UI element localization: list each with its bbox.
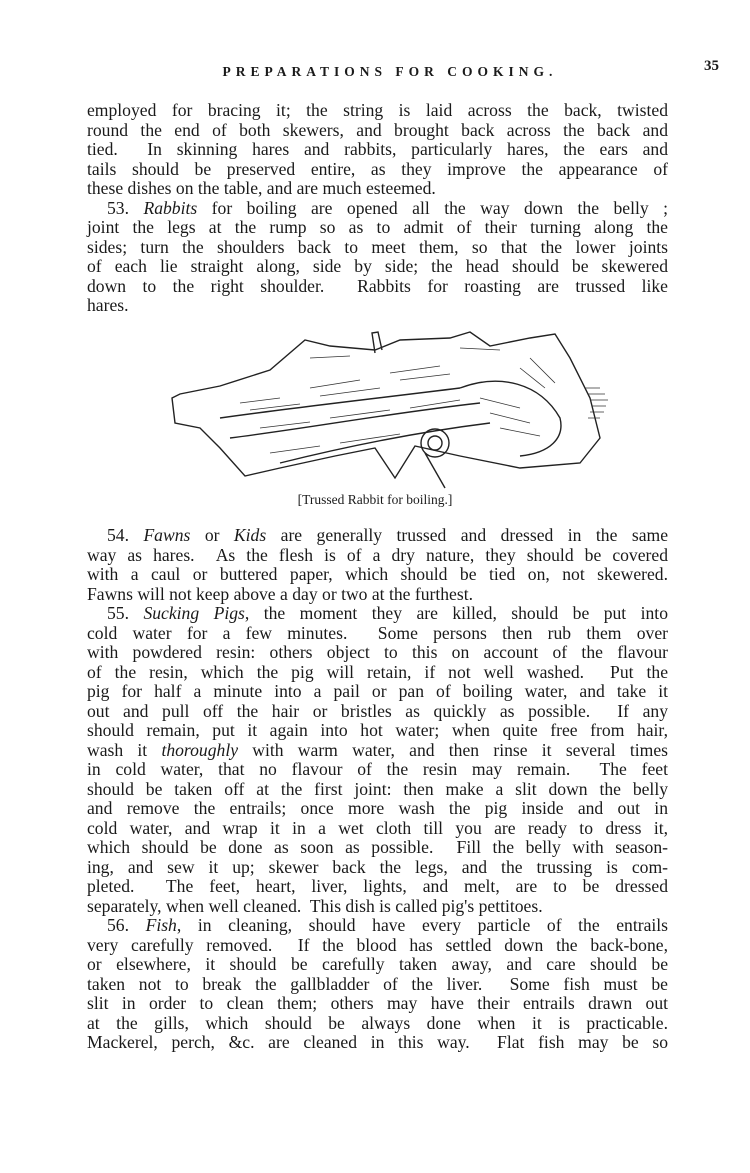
text-line xyxy=(87,857,668,877)
text-line xyxy=(87,954,668,974)
text-run: wash it xyxy=(87,739,162,760)
text-run: of the resin, which the pig will retain, if not well washed. Put the xyxy=(87,661,668,682)
figure-caption: [Trussed Rabbit for boiling.] xyxy=(297,492,453,507)
text-run: cold water, and wrap it in a wet cloth till you are ready to dress it, xyxy=(87,817,668,838)
text-line xyxy=(87,740,668,760)
text-line xyxy=(87,295,668,315)
text-line xyxy=(87,276,668,296)
text-line xyxy=(87,256,668,276)
text-run: tied. In skinning hares and rabbits, particularly hares, the ears and xyxy=(87,139,668,159)
text-line xyxy=(87,545,668,565)
text-run: 53. xyxy=(107,197,144,218)
text-line xyxy=(87,1032,668,1052)
text-run: at the gills, which should be always done when it is practicable. xyxy=(87,1012,668,1033)
text-run: very carefully removed. If the blood has settled down the back-bone, xyxy=(87,934,668,955)
text-line xyxy=(87,642,668,662)
text-run: with a caul or buttered paper, which should be tied on, not skewered. xyxy=(87,564,668,584)
italic-term: Rabbits xyxy=(143,197,198,218)
text-run: Mackerel, perch, &c. are cleaned in this way. Flat fish may be so xyxy=(87,1032,668,1052)
text-run: with powdered resin: others object to this on account of the flavour xyxy=(87,642,668,662)
text-run: taken not to break the gallbladder of the liver. Some fish must be xyxy=(87,973,668,994)
text-run: way as hares. As the flesh is of a dry nature, they should be covered xyxy=(87,544,668,565)
text-line xyxy=(87,681,668,701)
italic-term: Sucking Pigs xyxy=(143,603,245,623)
text-run: hares. xyxy=(87,295,129,315)
text-run: separately, when well cleaned. This dish is called pig's pettitoes. xyxy=(87,895,543,916)
italic-term: Kids xyxy=(233,525,267,545)
text-line xyxy=(87,935,668,955)
text-run: out and pull off the hair or bristles as quickly as possible. If any xyxy=(87,700,668,721)
text-run: down to the right shoulder. Rabbits for roasting are trussed like xyxy=(87,275,668,296)
text-run: pleted. The feet, heart, liver, lights, and melt, are to be dressed xyxy=(87,876,668,896)
text-line xyxy=(87,974,668,994)
text-run: and remove the entrails; once more wash the pig inside and out in xyxy=(87,798,668,818)
text-run: , the moment they are killed, should be put into xyxy=(244,603,668,623)
text-run: employed for bracing it; the string is laid across the back, twisted xyxy=(87,100,668,120)
text-run: in cold water, that no flavour of the resin may remain. The feet xyxy=(87,759,668,779)
text-line xyxy=(87,623,668,643)
text-run: are generally trussed and dressed in the same xyxy=(266,525,668,545)
text-run: which should be done as soon as possible. Fill the belly with season- xyxy=(87,837,668,857)
trussed-rabbit-illustration xyxy=(160,328,610,493)
text-run: 54. xyxy=(107,525,144,545)
page-number: 35 xyxy=(704,58,719,74)
text-line xyxy=(87,993,668,1013)
text-run: should remain, put it again into hot water; when quite free from hair, xyxy=(87,720,668,740)
text-line xyxy=(87,662,668,682)
text-run: these dishes on the table, and are much esteemed. xyxy=(87,178,436,198)
text-line xyxy=(87,896,668,916)
text-line xyxy=(87,525,668,545)
text-line xyxy=(87,759,668,779)
text-line xyxy=(87,720,668,740)
text-line xyxy=(87,584,668,604)
text-line xyxy=(87,603,668,623)
text-run: tails should be preserved entire, as they improve the appearance of xyxy=(87,158,668,179)
text-line xyxy=(87,701,668,721)
text-line xyxy=(87,876,668,896)
text-run: 56. xyxy=(107,915,146,935)
text-line xyxy=(87,837,668,857)
text-run: , in cleaning, should have every particle of the entrails xyxy=(176,915,668,935)
text-run: with warm water, and then rinse it several times xyxy=(238,739,669,760)
text-run: cold water for a few minutes. Some persons then rub them over xyxy=(87,622,668,643)
text-line xyxy=(87,120,668,140)
text-run: joint the legs at the rump so as to admit of their turning along the xyxy=(87,217,668,237)
text-line xyxy=(87,198,668,218)
text-run: Fawns will not keep above a day or two at the furthest. xyxy=(87,583,473,604)
text-line xyxy=(87,100,668,120)
text-line xyxy=(87,237,668,257)
italic-term: Fish xyxy=(145,915,177,935)
text-line xyxy=(87,178,668,198)
text-line xyxy=(87,798,668,818)
text-run: ing, and sew it up; skewer back the legs, and the trussing is com- xyxy=(87,856,668,877)
text-run: of each lie straight along, side by side; the head should be skewered xyxy=(87,256,668,276)
text-line xyxy=(87,818,668,838)
text-run: for boiling are opened all the way down the belly ; xyxy=(197,197,668,218)
text-run: sides; turn the shoulders back to meet them, so that the lower joints xyxy=(87,236,668,257)
running-header: PREPARATIONS FOR COOKING. xyxy=(222,64,558,79)
text-line xyxy=(87,217,668,237)
text-line xyxy=(87,139,668,159)
text-run: 55. xyxy=(107,603,144,623)
text-line xyxy=(87,159,668,179)
text-line xyxy=(87,915,668,935)
text-run: slit in order to clean them; others may have their entrails drawn out xyxy=(87,993,668,1013)
text-run: or elsewhere, it should be carefully taken away, and care should be xyxy=(87,954,668,974)
italic-term: Fawns xyxy=(143,525,191,545)
text-run: pig for half a minute into a pail or pan of boiling water, and take it xyxy=(87,681,668,701)
text-run: should be taken off at the first joint: then make a slit down the belly xyxy=(87,778,668,799)
text-line xyxy=(87,564,668,584)
italic-term: thoroughly xyxy=(161,739,239,760)
text-run: round the end of both skewers, and brought back across the back and xyxy=(87,119,668,140)
text-line xyxy=(87,779,668,799)
text-line xyxy=(87,1013,668,1033)
text-run: or xyxy=(190,525,234,545)
